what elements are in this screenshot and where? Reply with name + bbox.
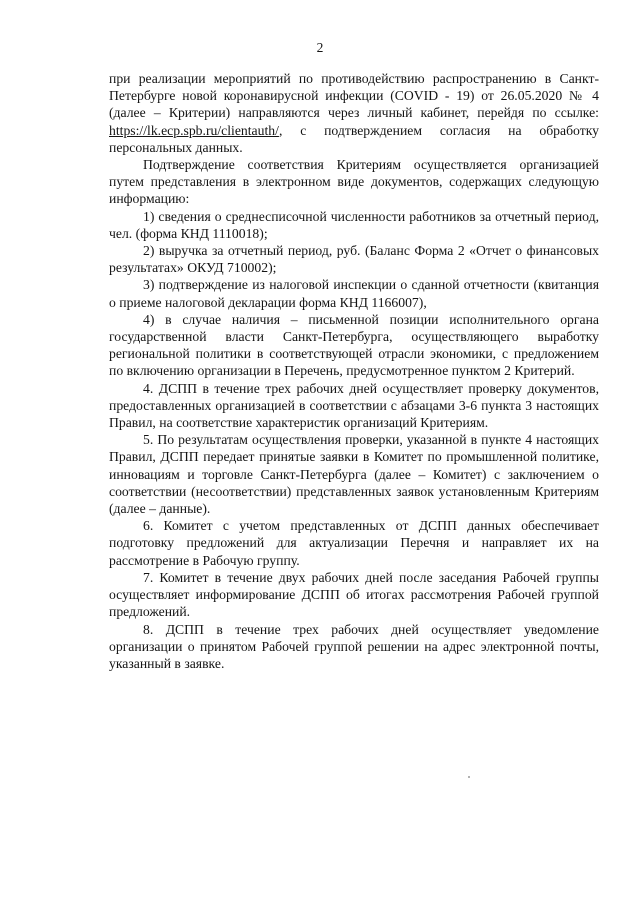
clause-4	[109, 380, 599, 432]
paragraph-continuation	[109, 70, 599, 156]
personal-account-link[interactable]: https://lk.ecp.spb.ru/clientauth/	[109, 122, 279, 138]
list-item-text: 1) сведения о среднесписочной численности работников за отчетный период, чел. (форма КНД 1110018);	[109, 208, 599, 241]
clause-text: 5. По результатам осуществления проверки, указанной в пункте 4 настоящих Правил, ДСПП передает принятые заявки в Комитет по промышленной политике, инновациям и торговле Санкт-Петербурга (далее – Комитет) с заключением о соответствии (несоответствии) представленных заявок установленным Критериям (далее – данные).	[109, 432, 599, 517]
list-item-text: 2) выручка за отчетный период, руб. (Баланс Форма 2 «Отчет о финансовых результатах» ОКУД 710002);	[109, 243, 599, 276]
clause-6	[109, 517, 599, 569]
clause-7	[109, 569, 599, 621]
clause-text: 6. Комитет с учетом представленных от ДСПП данных обеспечивает подготовку предложений для актуализации Перечня и направляет их на рассмотрение в Рабочую группу.	[109, 518, 599, 568]
paragraph-confirmation	[109, 156, 599, 208]
list-item-text: 3) подтверждение из налоговой инспекции о сданной отчетности (квитанция о приеме налоговой декларации форма КНД 1166007),	[109, 277, 599, 310]
paragraph-text: при реализации мероприятий по противодействию распространению в Санкт-Петербурге новой коронавирусной инфекции (COVID - 19) от 26.05.2020 № 4 (далее – Критерии) направляются через личный кабинет, перейдя по ссылке:	[109, 71, 599, 121]
clause-text: 8. ДСПП в течение трех рабочих дней осуществляет уведомление организации о принятом Рабочей группой решении на адрес электронной почты, указанный в заявке.	[109, 621, 599, 671]
list-item-text: 4) в случае наличия – письменной позиции исполнительного органа государственной власти Санкт-Петербурга, осуществляющего выработку региональной политики в соответствующей отрасли экономики, с предложением по включению организации в Перечень, предусмотренное пунктом 2 Критерий.	[109, 311, 599, 379]
page-number: 2	[316, 40, 324, 55]
paragraph-text: , с подтверждением согласия на обработку персональных данных.	[109, 122, 599, 155]
list-item-3	[109, 276, 599, 310]
document-body	[109, 70, 599, 672]
list-item-1	[109, 208, 599, 242]
paragraph-text: Подтверждение соответствия Критериям осуществляется организацией путем представления в электронном виде документов, содержащих следующую информацию:	[109, 157, 599, 207]
clause-8	[109, 621, 599, 673]
clause-text: 4. ДСПП в течение трех рабочих дней осуществляет проверку документов, предоставленных организацией в соответствии с абзацами 3-6 пункта 3 настоящих Правил, на соответствие характеристик организаций Критериям.	[109, 380, 599, 431]
clause-5	[109, 431, 599, 517]
clause-text: 7. Комитет в течение двух рабочих дней после заседания Рабочей группы осуществляет информирование ДСПП об итогах рассмотрения Рабочей группой предложений.	[109, 569, 599, 620]
scan-speck	[468, 776, 470, 778]
list-item-4	[109, 311, 599, 380]
list-item-2	[109, 242, 599, 276]
